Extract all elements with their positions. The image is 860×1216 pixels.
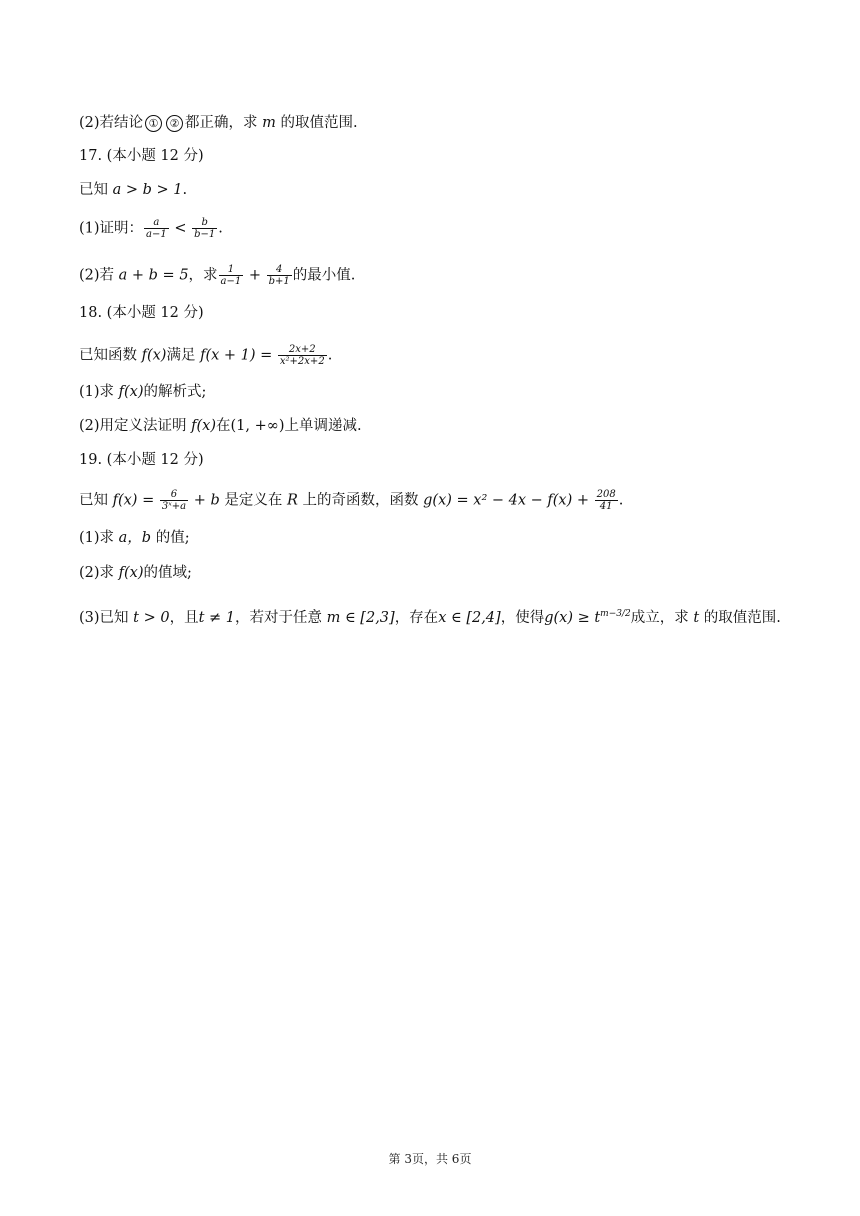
q18-given: 已知函数 f(x)满足 f(x + 1) = $\frac{2x+2}{\text{x²+2x+2}}$ . [79, 344, 333, 367]
q18-heading: 18. (本小题 12 分) [79, 305, 204, 321]
q19-part3: (3)已知 t > 0，且t ≠ 1，若对于任意 m ∈ [2,3]，存在x ∈ [2,4]，使得$g(x) \ge t^{m-3/2}$成立，求 t 的取值范围. [79, 609, 781, 626]
q19-heading: 19. (本小题 12 分) [79, 452, 204, 468]
fraction: $\frac{6}{\text{3ˣ+a}}$ [161, 489, 187, 512]
q18-part2: (2)用定义法证明 f(x)在(1, +∞)上单调递减. [79, 418, 362, 434]
exponent: m−3/2 [600, 609, 631, 619]
fraction: $\frac{a}{a-1}$ [146, 217, 167, 240]
fraction: $\frac{208}{41}$ [596, 489, 616, 512]
fraction: $\frac{b}{b-1}$ [194, 217, 216, 240]
q18-part1: (1)求 f(x)的解析式; [79, 384, 207, 400]
page-footer: 第 3页，共 6页 [388, 1152, 472, 1166]
q19-given: 已知 f(x) = $\frac{6}{\text{3ˣ+a}}$ + b 是定义在 R 上的奇函数，函数 g(x) = x² − 4x − f(x) + $\frac{208}{41}$ . [79, 489, 624, 512]
circled-two: ② [166, 115, 183, 132]
circled-one: ① [145, 115, 162, 132]
q16-part2: (2)若结论 ① ② 都正确，求 m 的取值范围. [79, 115, 358, 131]
fraction: $\frac{4}{b+1}$ [268, 264, 290, 287]
q17-heading: 17. (本小题 12 分) [79, 148, 204, 164]
q19-part2: (2)求 f(x)的值域; [79, 565, 192, 581]
fraction: $\frac{2x+2}{\text{x²+2x+2}}$ [279, 344, 325, 367]
q19-part1: (1)求 a，b 的值; [79, 530, 190, 546]
q17-part2: (2)若 a + b = 5，求 $\frac{1}{a-1}$ + $\frac{4}{b+1}$ 的最小值. [79, 264, 356, 287]
fraction: $\frac{1}{a-1}$ [220, 264, 242, 287]
q17-given: 已知 a > b > 1. [79, 182, 188, 198]
q17-part1: (1)证明： $\frac{a}{a-1}$ < $\frac{b}{b-1}$ . [79, 217, 223, 240]
